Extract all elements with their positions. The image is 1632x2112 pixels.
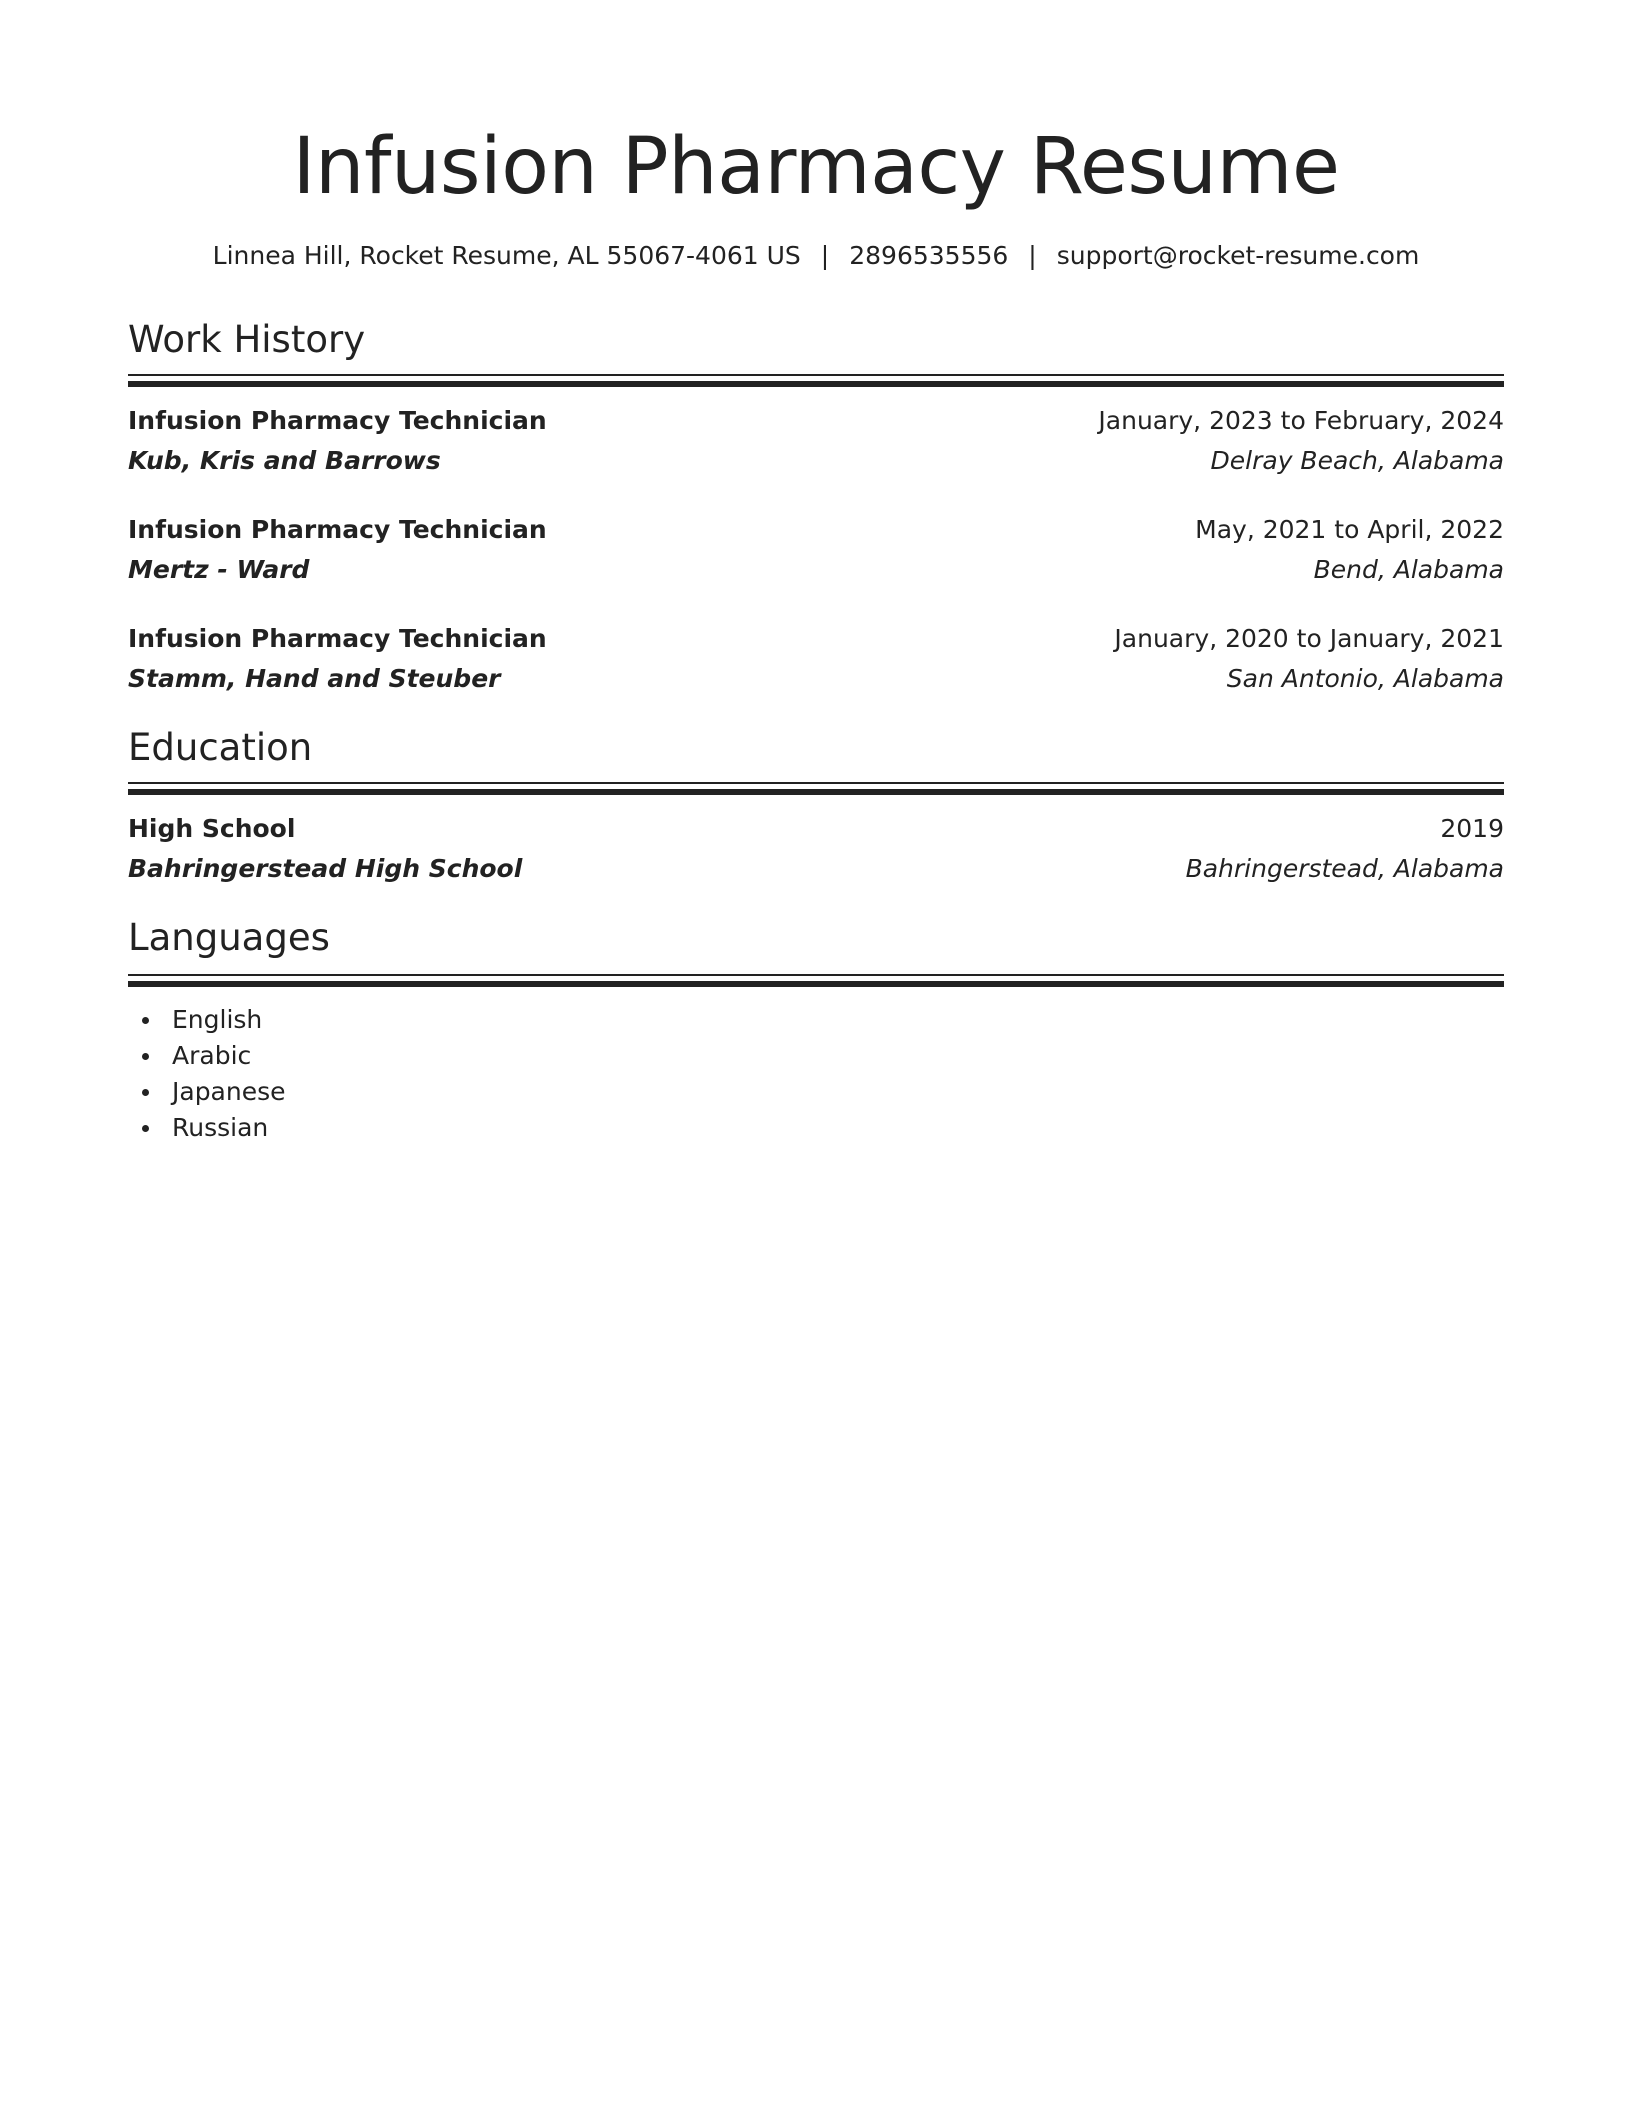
job-title: Infusion Pharmacy Technician	[128, 515, 547, 544]
job-location: San Antonio, Alabama	[1226, 664, 1504, 693]
language-item: Japanese	[128, 1074, 286, 1110]
section-divider	[128, 374, 1504, 387]
section-heading-education: Education	[128, 726, 313, 769]
contact-email: support@rocket-resume.com	[1056, 241, 1420, 270]
section-divider	[128, 974, 1504, 987]
language-item: Russian	[128, 1110, 286, 1146]
contact-separator: |	[820, 241, 830, 270]
job-company: Stamm, Hand and Steuber	[128, 664, 501, 693]
education-degree: High School	[128, 814, 296, 843]
job-company-row	[128, 659, 1504, 699]
job-dates: January, 2020 to January, 2021	[1114, 624, 1504, 653]
job-location: Bend, Alabama	[1313, 555, 1504, 584]
contact-address: Linnea Hill, Rocket Resume, AL 55067-4061 US	[212, 241, 801, 270]
resume-title: Infusion Pharmacy Resume	[292, 122, 1340, 212]
job-title-row	[128, 510, 1504, 550]
job-company-row	[128, 441, 1504, 481]
education-year: 2019	[1440, 814, 1504, 843]
job-title-row	[128, 619, 1504, 659]
contact-phone: 2896535556	[849, 241, 1009, 270]
job-title: Infusion Pharmacy Technician	[128, 624, 547, 653]
job-title: Infusion Pharmacy Technician	[128, 406, 547, 435]
section-heading-languages: Languages	[128, 916, 330, 959]
job-company: Mertz - Ward	[128, 555, 310, 584]
job-dates: January, 2023 to February, 2024	[1098, 406, 1504, 435]
languages-list	[128, 1002, 286, 1146]
contact-separator: |	[1028, 241, 1037, 270]
job-location: Delray Beach, Alabama	[1210, 446, 1504, 475]
section-heading-work-history: Work History	[128, 318, 366, 361]
education-school: Bahringerstead High School	[128, 854, 523, 883]
job-company-row	[128, 550, 1504, 590]
language-item: Arabic	[128, 1038, 286, 1074]
job-title-row	[128, 401, 1504, 441]
language-item: English	[128, 1002, 286, 1038]
job-dates: May, 2021 to April, 2022	[1195, 515, 1504, 544]
education-school-row	[128, 849, 1504, 889]
section-divider	[128, 782, 1504, 795]
education-degree-row	[128, 809, 1504, 849]
job-company: Kub, Kris and Barrows	[128, 446, 441, 475]
contact-line	[128, 238, 1504, 274]
education-location: Bahringerstead, Alabama	[1185, 854, 1504, 883]
